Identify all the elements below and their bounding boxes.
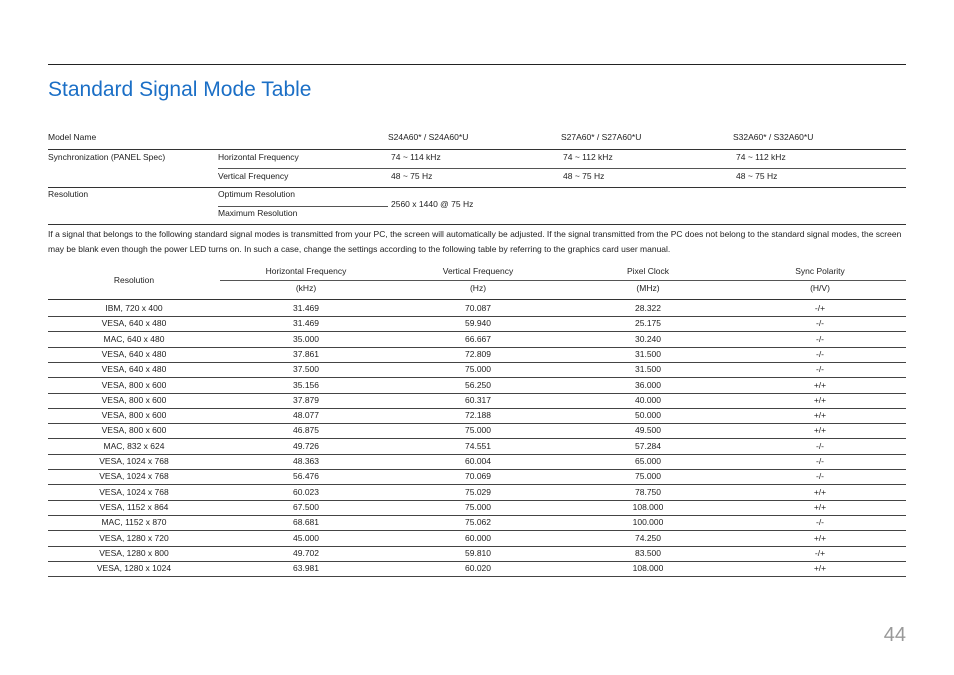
maximum-resolution-label: Maximum Resolution bbox=[218, 208, 298, 218]
header-hfreq: Horizontal Frequency bbox=[265, 266, 347, 276]
table-row bbox=[48, 378, 906, 394]
cell-resolution: VESA, 1024 x 768 bbox=[99, 471, 169, 482]
cell-hfreq: 49.726 bbox=[293, 440, 319, 451]
cell-vfreq: 60.000 bbox=[465, 532, 491, 543]
cell-resolution: MAC, 1152 x 870 bbox=[101, 517, 167, 528]
cell-pclock: 31.500 bbox=[635, 364, 661, 375]
spec-divider bbox=[48, 187, 906, 188]
spec-divider bbox=[48, 149, 906, 150]
note-paragraph: If a signal that belongs to the following standard signal modes is transmitted from your PC, the screen will automatically be adjusted. If the signal transmitted from the PC does not belong to the standard signal modes, the screen may be blank even though the power LED turns on. In such a case, change the settings according to the following table by referring to the graphics card user manual. bbox=[48, 229, 902, 254]
cell-vfreq: 60.004 bbox=[465, 456, 491, 466]
cell-vfreq: 60.317 bbox=[465, 394, 491, 405]
cell-vfreq: 70.087 bbox=[465, 303, 491, 313]
hfreq-label: Horizontal Frequency bbox=[218, 152, 299, 162]
cell-resolution: VESA, 1280 x 720 bbox=[99, 532, 169, 543]
table-row bbox=[48, 393, 906, 409]
cell-sync: -/- bbox=[815, 440, 825, 451]
cell-sync: -/- bbox=[815, 333, 825, 344]
cell-vfreq: 75.062 bbox=[465, 517, 491, 528]
optimum-resolution-label: Optimum Resolution bbox=[218, 189, 296, 199]
cell-sync: -/+ bbox=[814, 547, 826, 558]
cell-resolution: VESA, 640 x 480 bbox=[101, 348, 167, 359]
cell-pclock: 83.500 bbox=[635, 547, 661, 558]
table-row bbox=[48, 454, 906, 470]
cell-vfreq: 75.000 bbox=[465, 501, 491, 512]
cell-pclock: 31.500 bbox=[635, 348, 661, 359]
table-row bbox=[48, 408, 906, 424]
table-row bbox=[48, 515, 906, 531]
table-row bbox=[48, 531, 906, 547]
spec-divider bbox=[218, 206, 388, 207]
hfreq-value-3: 74 ~ 112 kHz bbox=[736, 152, 786, 162]
cell-pclock: 65.000 bbox=[635, 456, 661, 466]
spec-divider bbox=[218, 168, 906, 169]
cell-hfreq: 48.077 bbox=[293, 410, 319, 421]
cell-sync: +/+ bbox=[813, 563, 827, 574]
cell-hfreq: 68.681 bbox=[293, 517, 319, 528]
cell-vfreq: 72.188 bbox=[465, 410, 491, 421]
cell-sync: -/- bbox=[815, 348, 825, 359]
cell-hfreq: 35.000 bbox=[293, 333, 319, 344]
cell-hfreq: 35.156 bbox=[293, 379, 319, 390]
cell-hfreq: 60.023 bbox=[293, 486, 319, 497]
cell-vfreq: 56.250 bbox=[465, 379, 491, 390]
cell-vfreq: 72.809 bbox=[465, 348, 491, 359]
table-row bbox=[48, 485, 906, 501]
header-divider bbox=[48, 299, 906, 300]
table-row bbox=[48, 546, 906, 562]
cell-vfreq: 60.020 bbox=[465, 563, 491, 574]
table-row bbox=[48, 332, 906, 348]
resolution-value: 2560 x 1440 @ 75 Hz bbox=[391, 199, 474, 209]
header-divider bbox=[220, 280, 906, 281]
page-title: Standard Signal Mode Table bbox=[48, 78, 312, 101]
cell-resolution: VESA, 1280 x 800 bbox=[99, 547, 169, 558]
table-row bbox=[48, 362, 906, 378]
cell-pclock: 57.284 bbox=[635, 440, 661, 451]
cell-pclock: 108.000 bbox=[632, 563, 664, 574]
cell-vfreq: 75.029 bbox=[465, 486, 491, 497]
cell-sync: +/+ bbox=[813, 486, 827, 497]
cell-resolution: VESA, 800 x 600 bbox=[101, 425, 167, 436]
cell-vfreq: 59.940 bbox=[465, 318, 491, 329]
vfreq-value-1: 48 ~ 75 Hz bbox=[391, 171, 433, 181]
cell-vfreq: 66.667 bbox=[465, 333, 491, 344]
cell-resolution: MAC, 640 x 480 bbox=[103, 333, 165, 344]
cell-pclock: 78.750 bbox=[635, 486, 661, 497]
cell-sync: +/+ bbox=[813, 379, 827, 390]
cell-resolution: VESA, 1024 x 768 bbox=[99, 486, 169, 497]
vfreq-value-2: 48 ~ 75 Hz bbox=[563, 171, 605, 181]
sync-label: Synchronization (PANEL Spec) bbox=[48, 152, 166, 162]
cell-pclock: 75.000 bbox=[635, 471, 661, 482]
hfreq-value-1: 74 ~ 114 kHz bbox=[391, 152, 441, 162]
cell-resolution: VESA, 800 x 600 bbox=[101, 410, 167, 421]
cell-sync: -/- bbox=[815, 471, 825, 482]
model-1: S24A60* / S24A60*U bbox=[388, 132, 469, 142]
vfreq-label: Vertical Frequency bbox=[218, 171, 289, 181]
cell-sync: +/+ bbox=[813, 410, 827, 421]
page-number: 44 bbox=[883, 624, 906, 646]
cell-vfreq: 75.000 bbox=[465, 425, 491, 436]
cell-vfreq: 70.069 bbox=[465, 471, 491, 482]
table-row bbox=[48, 316, 906, 332]
table-row bbox=[48, 561, 906, 577]
header-pclock: Pixel Clock bbox=[626, 266, 670, 276]
cell-resolution: VESA, 640 x 480 bbox=[101, 364, 167, 375]
cell-pclock: 36.000 bbox=[635, 379, 661, 390]
table-row bbox=[48, 347, 906, 363]
header-sync-unit: (H/V) bbox=[810, 283, 830, 293]
header-vfreq: Vertical Frequency bbox=[442, 266, 514, 276]
cell-vfreq: 59.810 bbox=[465, 547, 491, 558]
cell-pclock: 100.000 bbox=[632, 517, 664, 528]
table-row bbox=[48, 469, 906, 485]
cell-hfreq: 31.469 bbox=[293, 303, 319, 313]
cell-pclock: 28.322 bbox=[635, 303, 661, 313]
resolution-label: Resolution bbox=[48, 189, 89, 199]
cell-resolution: VESA, 800 x 600 bbox=[101, 379, 167, 390]
vfreq-value-3: 48 ~ 75 Hz bbox=[736, 171, 778, 181]
cell-pclock: 49.500 bbox=[635, 425, 661, 436]
cell-sync: -/+ bbox=[814, 303, 826, 313]
cell-hfreq: 49.702 bbox=[293, 547, 319, 558]
cell-hfreq: 48.363 bbox=[293, 456, 319, 466]
cell-pclock: 25.175 bbox=[635, 318, 661, 329]
cell-pclock: 30.240 bbox=[635, 333, 661, 344]
cell-hfreq: 37.861 bbox=[293, 348, 319, 359]
table-header bbox=[48, 264, 906, 300]
cell-sync: +/+ bbox=[813, 425, 827, 436]
hfreq-value-2: 74 ~ 112 kHz bbox=[563, 152, 613, 162]
cell-resolution: VESA, 640 x 480 bbox=[101, 318, 167, 329]
cell-sync: -/- bbox=[815, 517, 825, 528]
cell-hfreq: 67.500 bbox=[293, 501, 319, 512]
cell-pclock: 108.000 bbox=[632, 501, 664, 512]
table-row bbox=[48, 439, 906, 455]
cell-hfreq: 46.875 bbox=[293, 425, 319, 436]
cell-resolution: VESA, 1152 x 864 bbox=[99, 501, 169, 512]
header-pclock-unit: (MHz) bbox=[636, 283, 660, 293]
table-row bbox=[48, 423, 906, 439]
cell-sync: -/- bbox=[815, 318, 825, 329]
cell-pclock: 50.000 bbox=[635, 410, 661, 421]
model-2: S27A60* / S27A60*U bbox=[561, 132, 642, 142]
cell-vfreq: 74.551 bbox=[465, 440, 491, 451]
table-row bbox=[48, 500, 906, 516]
cell-hfreq: 56.476 bbox=[293, 471, 319, 482]
cell-resolution: MAC, 832 x 624 bbox=[103, 440, 165, 451]
cell-hfreq: 45.000 bbox=[293, 532, 319, 543]
header-sync: Sync Polarity bbox=[795, 266, 845, 276]
top-rule bbox=[48, 64, 906, 65]
header-resolution: Resolution bbox=[113, 275, 155, 285]
cell-sync: -/- bbox=[815, 364, 825, 375]
cell-hfreq: 37.500 bbox=[293, 364, 319, 375]
model-name-label: Model Name bbox=[48, 132, 97, 142]
cell-sync: +/+ bbox=[813, 532, 827, 543]
table-row bbox=[48, 301, 906, 317]
cell-resolution: VESA, 1280 x 1024 bbox=[96, 563, 172, 574]
model-3: S32A60* / S32A60*U bbox=[733, 132, 814, 142]
cell-hfreq: 37.879 bbox=[293, 394, 319, 405]
cell-sync: +/+ bbox=[813, 394, 827, 405]
cell-pclock: 74.250 bbox=[635, 532, 661, 543]
cell-pclock: 40.000 bbox=[635, 394, 661, 405]
cell-resolution: VESA, 1024 x 768 bbox=[99, 456, 169, 466]
cell-sync: -/- bbox=[815, 456, 825, 466]
cell-hfreq: 63.981 bbox=[293, 563, 319, 574]
cell-resolution: VESA, 800 x 600 bbox=[101, 394, 167, 405]
cell-resolution: IBM, 720 x 400 bbox=[105, 303, 163, 313]
cell-sync: +/+ bbox=[813, 501, 827, 512]
cell-hfreq: 31.469 bbox=[293, 318, 319, 329]
header-hfreq-unit: (kHz) bbox=[295, 283, 317, 293]
cell-vfreq: 75.000 bbox=[465, 364, 491, 375]
spec-divider bbox=[48, 224, 906, 225]
header-vfreq-unit: (Hz) bbox=[469, 283, 487, 293]
